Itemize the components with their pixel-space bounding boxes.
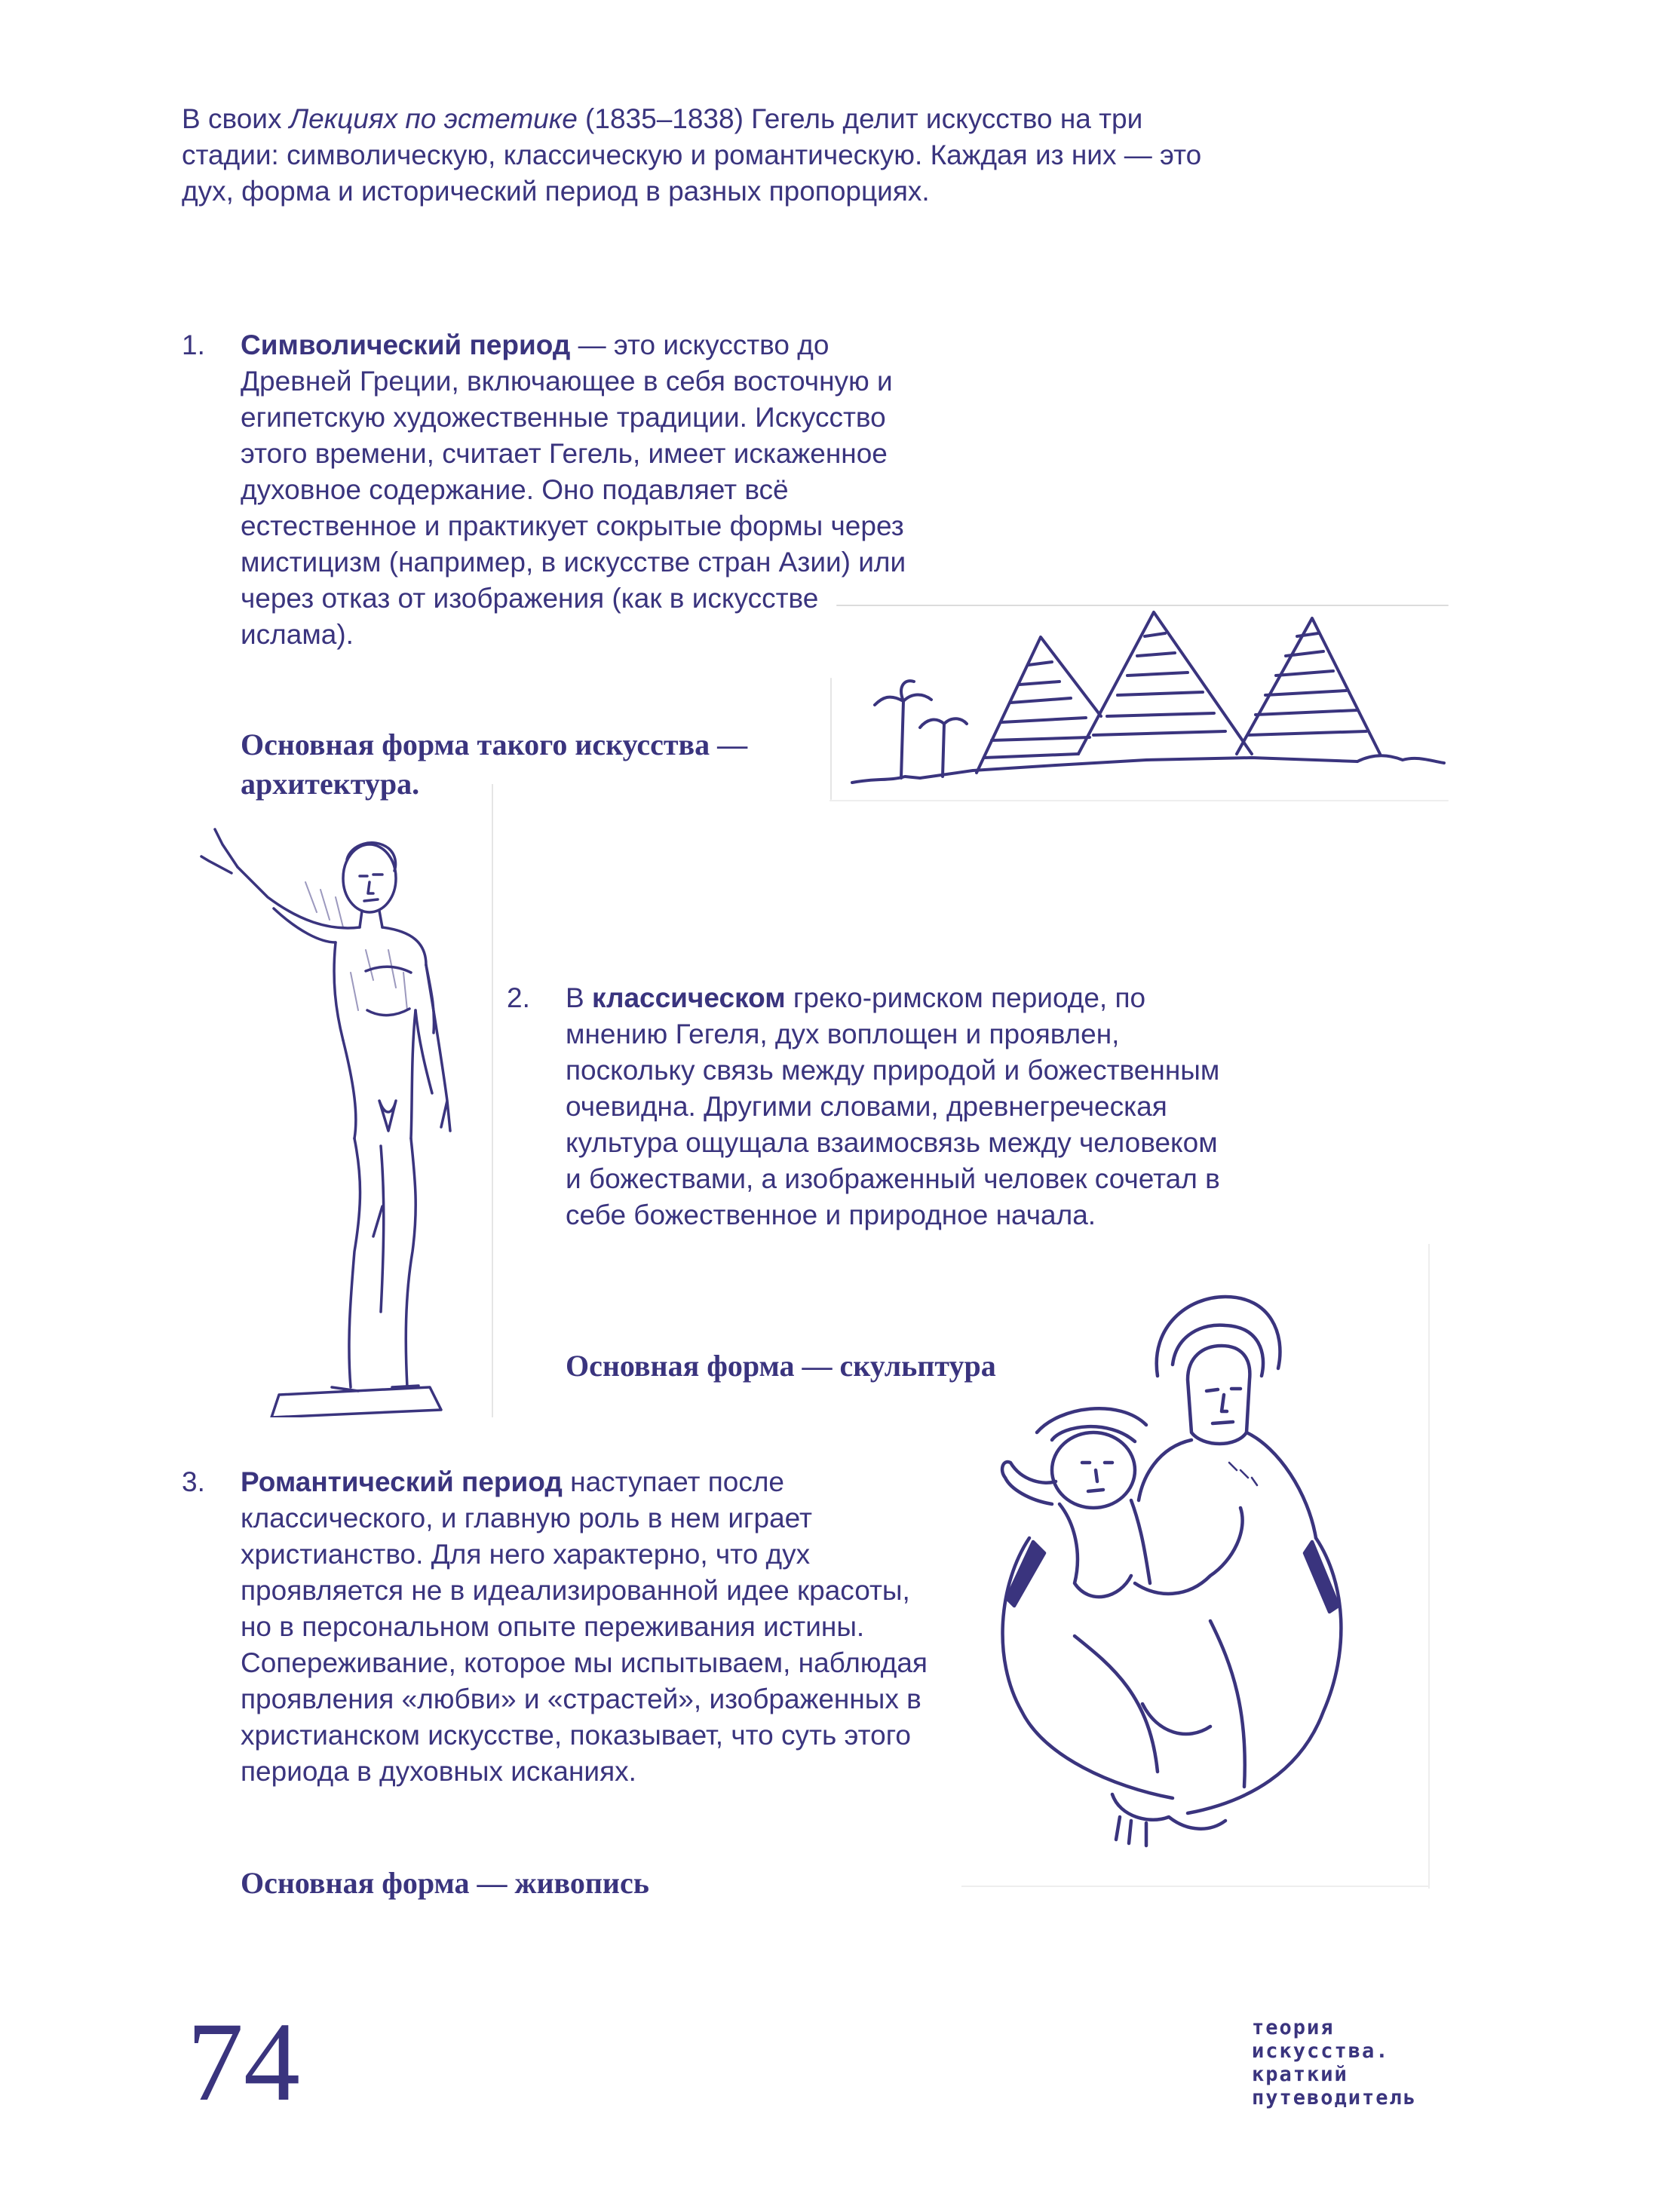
- item-description: греко-римском периоде, по мнению Гегеля, дух воплощен и проявлен, поскольку связь между природой и божественным очевидна. Другими словами, древнегреческая культура ощущала взаимосвязь между человеком и божествами, а изображенный человек сочетал в себе божественное и природное начала.: [566, 982, 1220, 1230]
- greek-statue-drawing: [192, 784, 494, 1417]
- form-painting: Основная форма — живопись: [241, 1866, 649, 1900]
- pyramids-drawing: [830, 603, 1455, 803]
- book-title-line: искусства.: [1252, 2039, 1390, 2063]
- list-item-classical: [507, 980, 1231, 1233]
- book-title-line: теория: [1252, 2016, 1335, 2039]
- item-bold-term: классическом: [591, 982, 786, 1013]
- intro-before: В своих: [182, 103, 290, 134]
- book-title: [1252, 2016, 1417, 2109]
- list-item-symbolic: [182, 327, 913, 653]
- item-number: 3.: [182, 1466, 205, 1497]
- intro-paragraph: [182, 101, 1237, 210]
- item-bold-term: Романтический период: [241, 1466, 563, 1497]
- intro-book-title: Лекциях по эстетике: [289, 103, 578, 134]
- item-bold-term: Символический период: [241, 329, 571, 360]
- book-title-line: путеводитель: [1252, 2086, 1418, 2109]
- item-number: 1.: [182, 329, 205, 360]
- item-text: [241, 327, 913, 653]
- item-prefix: В: [566, 982, 592, 1013]
- page-number: 74: [187, 1999, 300, 2125]
- item-number: 2.: [507, 982, 530, 1013]
- form-sculpture: Основная форма — скульптура: [566, 1349, 996, 1383]
- statue-illustration: [192, 784, 494, 1417]
- form-architecture: Основная форма такого искусства — архитектура.: [241, 728, 748, 801]
- item-text: [241, 1464, 936, 1790]
- intro-after: (1835–1838) Гегель делит искусство на три стадии: символическую, классическую и романтическую. Каждая из них — это дух, форма и исторический период в разных пропорциях.: [182, 103, 1202, 207]
- item-text: [566, 980, 1231, 1233]
- madonna-and-child-drawing: [961, 1244, 1433, 1889]
- madonna-illustration: [961, 1244, 1433, 1889]
- book-title-line: краткий: [1252, 2063, 1348, 2086]
- item-description: — это искусство до Древней Греции, включающее в себя восточную и египетскую художественные традиции. Искусство этого времени, считает Гегель, имеет искаженное духовное содержание. Оно подавляет всё естественное и практикует сокрытые формы через мистицизм (например, в искусстве стран Азии) или через отказ от изображения (как в искусстве ислама).: [241, 329, 906, 650]
- item-description: наступает после классического, и главную роль в нем играет христианство. Для него характерно, что дух проявляется не в идеализированной идее красоты, но в персональном опыте переживания истины. Сопереживание, которое мы испытываем, наблюдая проявления «любви» и «страстей», изображенных в христианском искусстве, показывает, что суть этого периода в духовных исканиях.: [241, 1466, 928, 1787]
- list-item-romantic: [182, 1464, 936, 1790]
- pyramids-illustration: [830, 603, 1455, 803]
